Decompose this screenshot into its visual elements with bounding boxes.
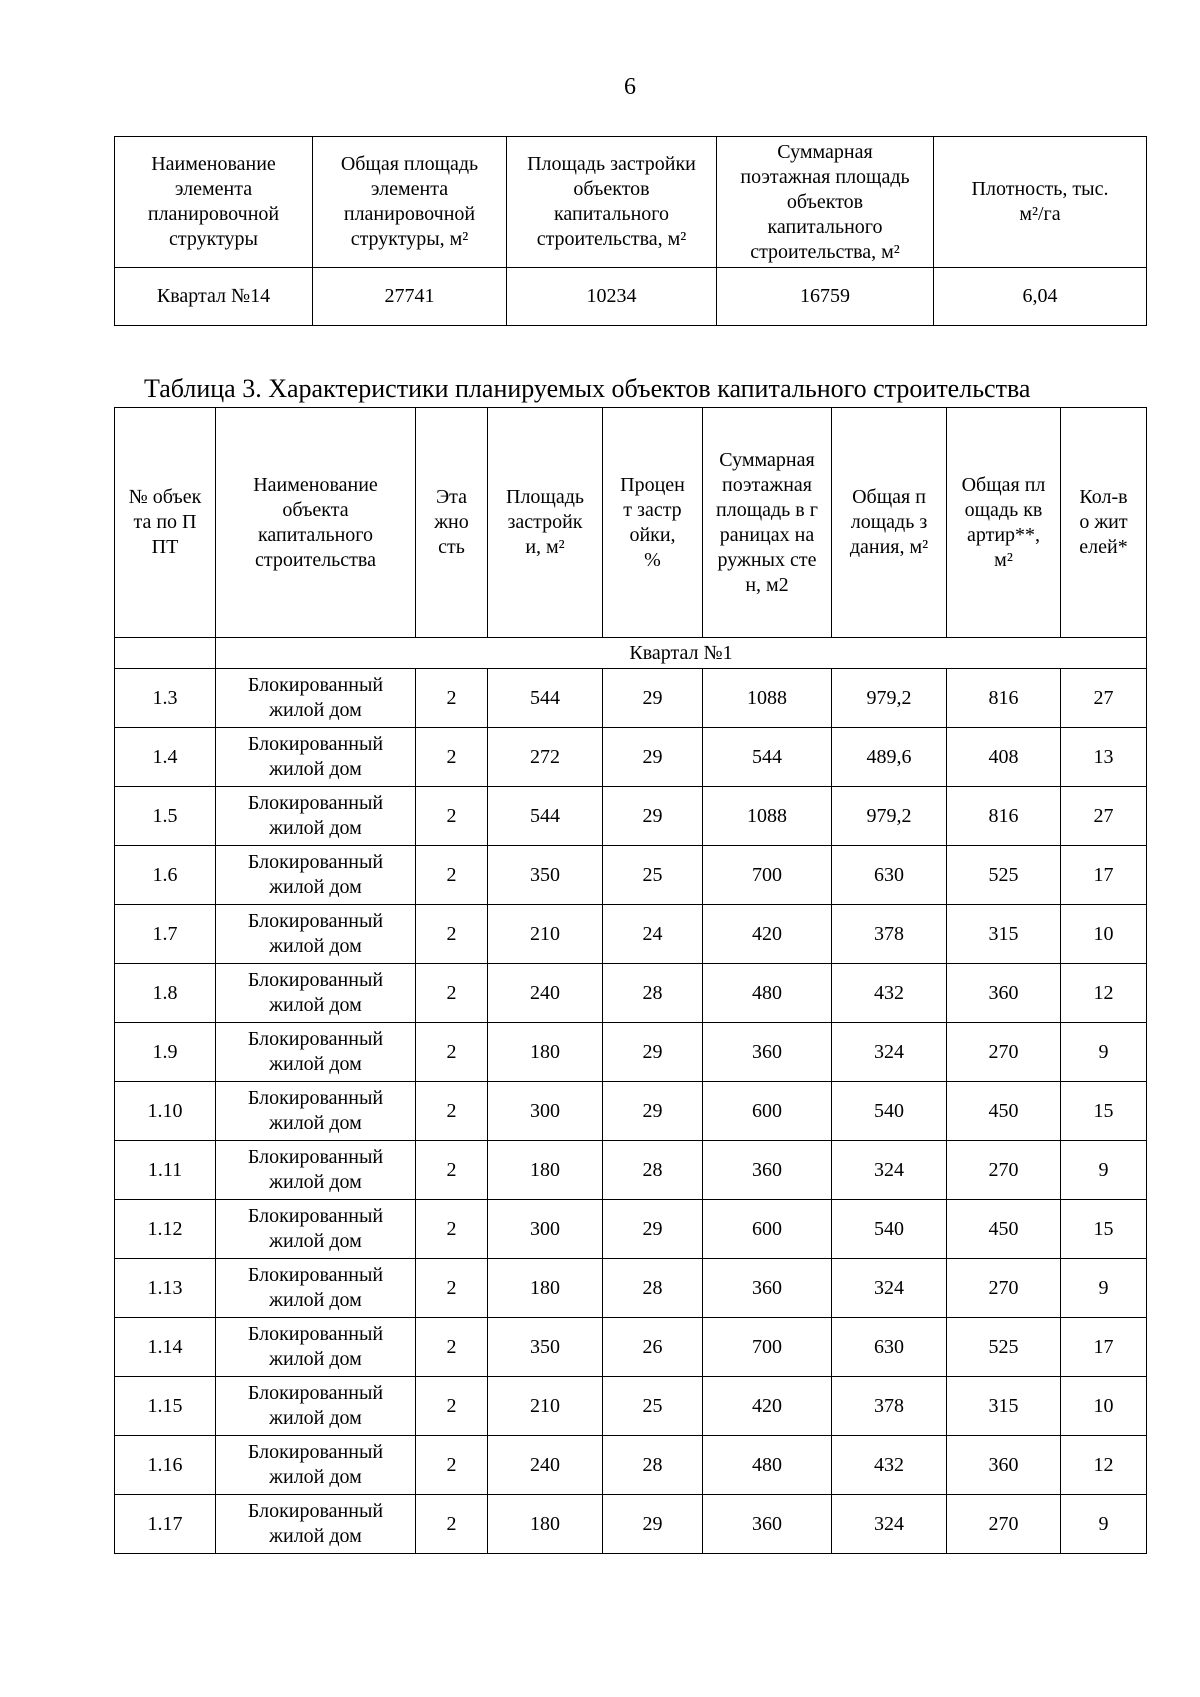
floors-cell: 2 — [416, 1200, 488, 1259]
object-name-cell: Блокированный жилой дом — [216, 1141, 416, 1200]
object-number-cell: 1.15 — [115, 1377, 216, 1436]
floors-cell: 2 — [416, 905, 488, 964]
built-percent-cell: 29 — [603, 787, 703, 846]
floor-area-cell: 420 — [703, 905, 832, 964]
summary-cell: 27741 — [313, 268, 507, 326]
built-area-cell: 180 — [488, 1023, 603, 1082]
built-area-cell: 300 — [488, 1082, 603, 1141]
floors-cell: 2 — [416, 1259, 488, 1318]
table-row — [115, 728, 1147, 787]
object-number-cell: 1.4 — [115, 728, 216, 787]
objects-header-cell: Общая площадь квартир**, м² — [947, 408, 1061, 638]
building-area-cell: 432 — [832, 964, 947, 1023]
residents-cell: 10 — [1061, 1377, 1147, 1436]
table-row — [115, 846, 1147, 905]
residents-cell: 12 — [1061, 1436, 1147, 1495]
built-percent-cell: 28 — [603, 964, 703, 1023]
object-name-cell: Блокированный жилой дом — [216, 846, 416, 905]
floors-cell: 2 — [416, 964, 488, 1023]
built-area-cell: 350 — [488, 846, 603, 905]
building-area-cell: 324 — [832, 1141, 947, 1200]
table-row — [115, 1436, 1147, 1495]
table-caption: Таблица 3. Характеристики планируемых объектов капитального строительства — [144, 374, 1031, 403]
apartments-area-cell: 816 — [947, 787, 1061, 846]
floor-area-cell: 600 — [703, 1082, 832, 1141]
residents-cell: 17 — [1061, 1318, 1147, 1377]
object-name-cell: Блокированный жилой дом — [216, 669, 416, 728]
object-name-cell: Блокированный жилой дом — [216, 1082, 416, 1141]
floor-area-cell: 1088 — [703, 669, 832, 728]
summary-header-cell: Суммарная поэтажная площадь объектов капитального строительства, м² — [717, 137, 934, 268]
residents-cell: 10 — [1061, 905, 1147, 964]
object-number-cell: 1.6 — [115, 846, 216, 905]
floor-area-cell: 1088 — [703, 787, 832, 846]
summary-row — [115, 268, 1147, 326]
built-percent-cell: 29 — [603, 669, 703, 728]
residents-cell: 9 — [1061, 1141, 1147, 1200]
objects-header-cell: Суммарная поэтажная площадь в границах наружных стен, м2 — [703, 408, 832, 638]
floors-cell: 2 — [416, 846, 488, 905]
built-area-cell: 180 — [488, 1259, 603, 1318]
table-row — [115, 1023, 1147, 1082]
page-number: 6 — [624, 74, 636, 100]
built-area-cell: 210 — [488, 1377, 603, 1436]
built-percent-cell: 28 — [603, 1436, 703, 1495]
residents-cell: 12 — [1061, 964, 1147, 1023]
built-area-cell: 180 — [488, 1141, 603, 1200]
floor-area-cell: 544 — [703, 728, 832, 787]
object-name-cell: Блокированный жилой дом — [216, 1318, 416, 1377]
table-row — [115, 1377, 1147, 1436]
floors-cell: 2 — [416, 787, 488, 846]
residents-cell: 9 — [1061, 1259, 1147, 1318]
objects-header-cell: Наименование объекта капитального строительства — [216, 408, 416, 638]
objects-header-cell: Процент застройки, % — [603, 408, 703, 638]
table-row — [115, 1259, 1147, 1318]
floors-cell: 2 — [416, 669, 488, 728]
object-name-cell: Блокированный жилой дом — [216, 1200, 416, 1259]
object-number-cell: 1.5 — [115, 787, 216, 846]
built-percent-cell: 28 — [603, 1259, 703, 1318]
group-empty-cell — [115, 638, 216, 669]
building-area-cell: 540 — [832, 1200, 947, 1259]
built-percent-cell: 26 — [603, 1318, 703, 1377]
building-area-cell: 432 — [832, 1436, 947, 1495]
summary-header-cell: Площадь застройки объектов капитального строительства, м² — [507, 137, 717, 268]
object-name-cell: Блокированный жилой дом — [216, 1436, 416, 1495]
apartments-area-cell: 270 — [947, 1141, 1061, 1200]
object-number-cell: 1.3 — [115, 669, 216, 728]
built-percent-cell: 25 — [603, 1377, 703, 1436]
residents-cell: 27 — [1061, 669, 1147, 728]
floor-area-cell: 360 — [703, 1259, 832, 1318]
building-area-cell: 324 — [832, 1259, 947, 1318]
summary-header-row — [115, 137, 1147, 268]
group-row — [115, 638, 1147, 669]
apartments-area-cell: 270 — [947, 1259, 1061, 1318]
objects-table — [114, 407, 1147, 1554]
table-row — [115, 1318, 1147, 1377]
built-percent-cell: 28 — [603, 1141, 703, 1200]
built-percent-cell: 25 — [603, 846, 703, 905]
floor-area-cell: 480 — [703, 1436, 832, 1495]
table-row — [115, 964, 1147, 1023]
floors-cell: 2 — [416, 1023, 488, 1082]
building-area-cell: 979,2 — [832, 787, 947, 846]
object-name-cell: Блокированный жилой дом — [216, 1495, 416, 1554]
table-row — [115, 1082, 1147, 1141]
table-row — [115, 669, 1147, 728]
table-row — [115, 1200, 1147, 1259]
built-area-cell: 240 — [488, 1436, 603, 1495]
building-area-cell: 540 — [832, 1082, 947, 1141]
residents-cell: 13 — [1061, 728, 1147, 787]
object-number-cell: 1.11 — [115, 1141, 216, 1200]
apartments-area-cell: 525 — [947, 846, 1061, 905]
building-area-cell: 324 — [832, 1495, 947, 1554]
objects-header-cell: № объекта по ППТ — [115, 408, 216, 638]
residents-cell: 15 — [1061, 1200, 1147, 1259]
floor-area-cell: 360 — [703, 1495, 832, 1554]
floor-area-cell: 600 — [703, 1200, 832, 1259]
table-row — [115, 787, 1147, 846]
building-area-cell: 489,6 — [832, 728, 947, 787]
apartments-area-cell: 315 — [947, 905, 1061, 964]
apartments-area-cell: 360 — [947, 1436, 1061, 1495]
floor-area-cell: 700 — [703, 1318, 832, 1377]
summary-header-cell: Плотность, тыс. м²/га — [934, 137, 1147, 268]
floor-area-cell: 420 — [703, 1377, 832, 1436]
residents-cell: 9 — [1061, 1495, 1147, 1554]
object-name-cell: Блокированный жилой дом — [216, 964, 416, 1023]
object-name-cell: Блокированный жилой дом — [216, 787, 416, 846]
floor-area-cell: 700 — [703, 846, 832, 905]
built-percent-cell: 29 — [603, 1082, 703, 1141]
floor-area-cell: 480 — [703, 964, 832, 1023]
object-number-cell: 1.10 — [115, 1082, 216, 1141]
objects-header-cell: Кол-во жителей* — [1061, 408, 1147, 638]
summary-table — [114, 136, 1147, 326]
floors-cell: 2 — [416, 1377, 488, 1436]
table-row — [115, 905, 1147, 964]
residents-cell: 17 — [1061, 846, 1147, 905]
objects-header-cell: Площадь застройки, м² — [488, 408, 603, 638]
residents-cell: 15 — [1061, 1082, 1147, 1141]
summary-cell: Квартал №14 — [115, 268, 313, 326]
summary-cell: 6,04 — [934, 268, 1147, 326]
summary-header-cell: Общая площадь элемента планировочной структуры, м² — [313, 137, 507, 268]
built-percent-cell: 29 — [603, 1495, 703, 1554]
object-name-cell: Блокированный жилой дом — [216, 728, 416, 787]
built-area-cell: 544 — [488, 669, 603, 728]
built-area-cell: 240 — [488, 964, 603, 1023]
summary-cell: 10234 — [507, 268, 717, 326]
apartments-area-cell: 270 — [947, 1023, 1061, 1082]
objects-header-cell: Этажность — [416, 408, 488, 638]
floor-area-cell: 360 — [703, 1023, 832, 1082]
floors-cell: 2 — [416, 728, 488, 787]
building-area-cell: 630 — [832, 846, 947, 905]
group-label: Квартал №1 — [216, 638, 1147, 669]
floors-cell: 2 — [416, 1436, 488, 1495]
built-area-cell: 300 — [488, 1200, 603, 1259]
residents-cell: 9 — [1061, 1023, 1147, 1082]
floors-cell: 2 — [416, 1141, 488, 1200]
object-name-cell: Блокированный жилой дом — [216, 1377, 416, 1436]
object-number-cell: 1.17 — [115, 1495, 216, 1554]
table-row — [115, 1495, 1147, 1554]
object-name-cell: Блокированный жилой дом — [216, 905, 416, 964]
floors-cell: 2 — [416, 1318, 488, 1377]
objects-header-row — [115, 408, 1147, 638]
object-number-cell: 1.16 — [115, 1436, 216, 1495]
apartments-area-cell: 816 — [947, 669, 1061, 728]
building-area-cell: 630 — [832, 1318, 947, 1377]
object-name-cell: Блокированный жилой дом — [216, 1259, 416, 1318]
object-number-cell: 1.8 — [115, 964, 216, 1023]
built-percent-cell: 24 — [603, 905, 703, 964]
object-number-cell: 1.14 — [115, 1318, 216, 1377]
object-number-cell: 1.12 — [115, 1200, 216, 1259]
apartments-area-cell: 315 — [947, 1377, 1061, 1436]
object-number-cell: 1.13 — [115, 1259, 216, 1318]
object-number-cell: 1.9 — [115, 1023, 216, 1082]
apartments-area-cell: 450 — [947, 1082, 1061, 1141]
built-area-cell: 272 — [488, 728, 603, 787]
built-area-cell: 350 — [488, 1318, 603, 1377]
apartments-area-cell: 408 — [947, 728, 1061, 787]
object-name-cell: Блокированный жилой дом — [216, 1023, 416, 1082]
floor-area-cell: 360 — [703, 1141, 832, 1200]
apartments-area-cell: 270 — [947, 1495, 1061, 1554]
table-row — [115, 1141, 1147, 1200]
built-percent-cell: 29 — [603, 1200, 703, 1259]
built-percent-cell: 29 — [603, 728, 703, 787]
building-area-cell: 378 — [832, 1377, 947, 1436]
built-percent-cell: 29 — [603, 1023, 703, 1082]
built-area-cell: 210 — [488, 905, 603, 964]
built-area-cell: 544 — [488, 787, 603, 846]
apartments-area-cell: 360 — [947, 964, 1061, 1023]
object-number-cell: 1.7 — [115, 905, 216, 964]
floors-cell: 2 — [416, 1082, 488, 1141]
built-area-cell: 180 — [488, 1495, 603, 1554]
residents-cell: 27 — [1061, 787, 1147, 846]
apartments-area-cell: 525 — [947, 1318, 1061, 1377]
building-area-cell: 378 — [832, 905, 947, 964]
floors-cell: 2 — [416, 1495, 488, 1554]
apartments-area-cell: 450 — [947, 1200, 1061, 1259]
objects-header-cell: Общая площадь здания, м² — [832, 408, 947, 638]
building-area-cell: 979,2 — [832, 669, 947, 728]
building-area-cell: 324 — [832, 1023, 947, 1082]
summary-cell: 16759 — [717, 268, 934, 326]
summary-header-cell: Наименование элемента планировочной структуры — [115, 137, 313, 268]
